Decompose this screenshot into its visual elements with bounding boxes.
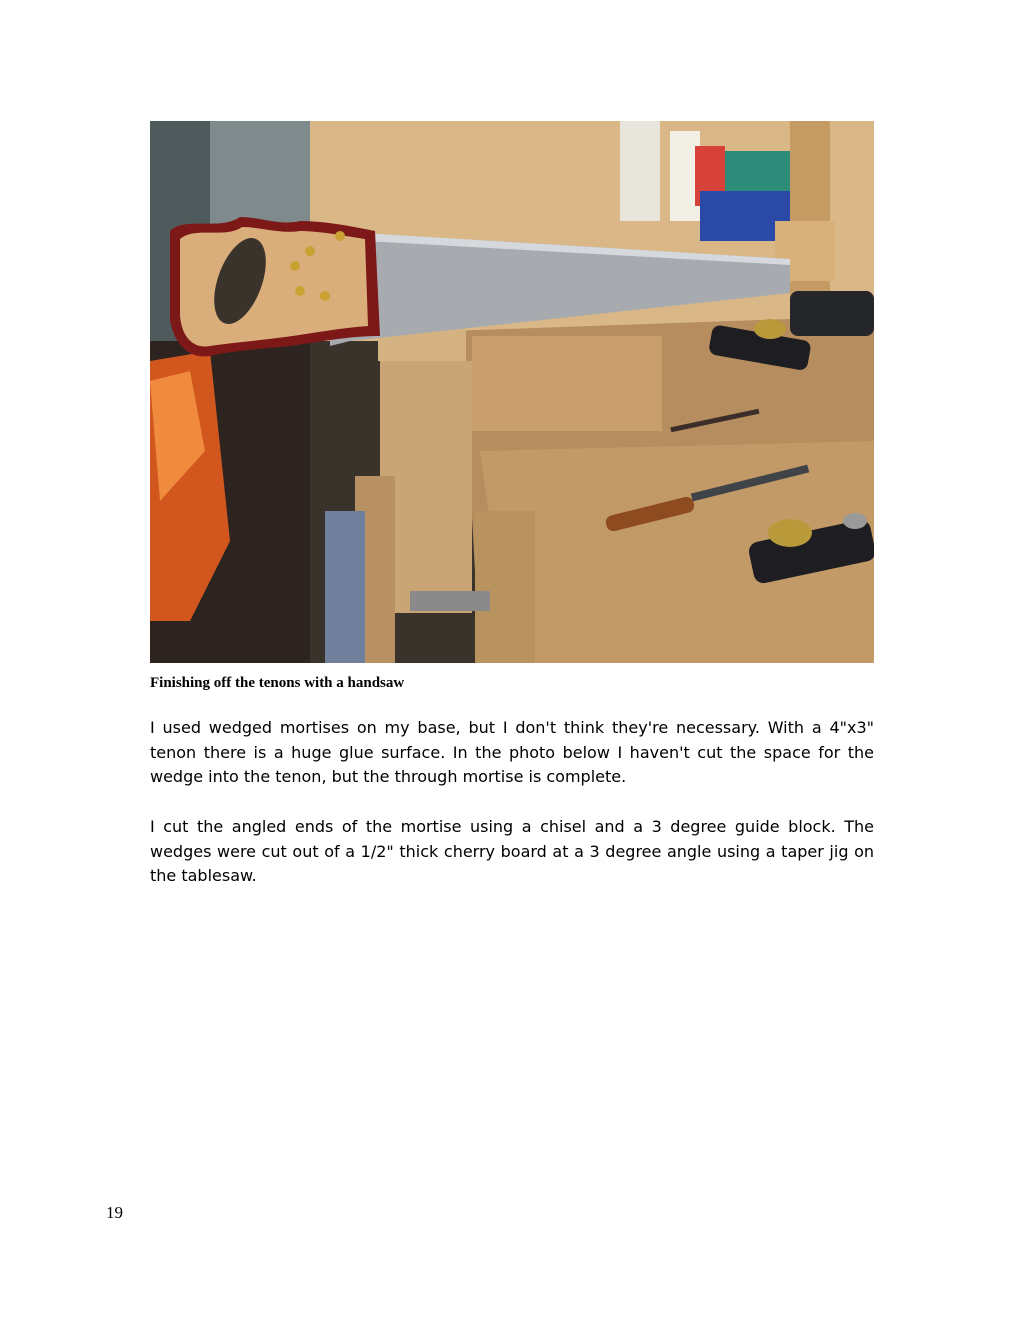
- workshop-photo: [150, 121, 874, 663]
- figure-caption: Finishing off the tenons with a handsaw: [150, 675, 405, 691]
- photo-illustration: [150, 121, 874, 663]
- body-paragraph-1: I used wedged mortises on my base, but I don't think they're necessary. With a 4"x3" tenon there is a huge glue surface. In the photo below I haven't cut the space for the wedge into the tenon, but the through mortise is complete.: [150, 718, 874, 786]
- body-paragraph-2: I cut the angled ends of the mortise using a chisel and a 3 degree guide block. The wedges were cut out of a 1/2" thick cherry board at a 3 degree angle using a taper jig on the tablesaw.: [150, 817, 874, 885]
- page-number: 19: [106, 1203, 123, 1222]
